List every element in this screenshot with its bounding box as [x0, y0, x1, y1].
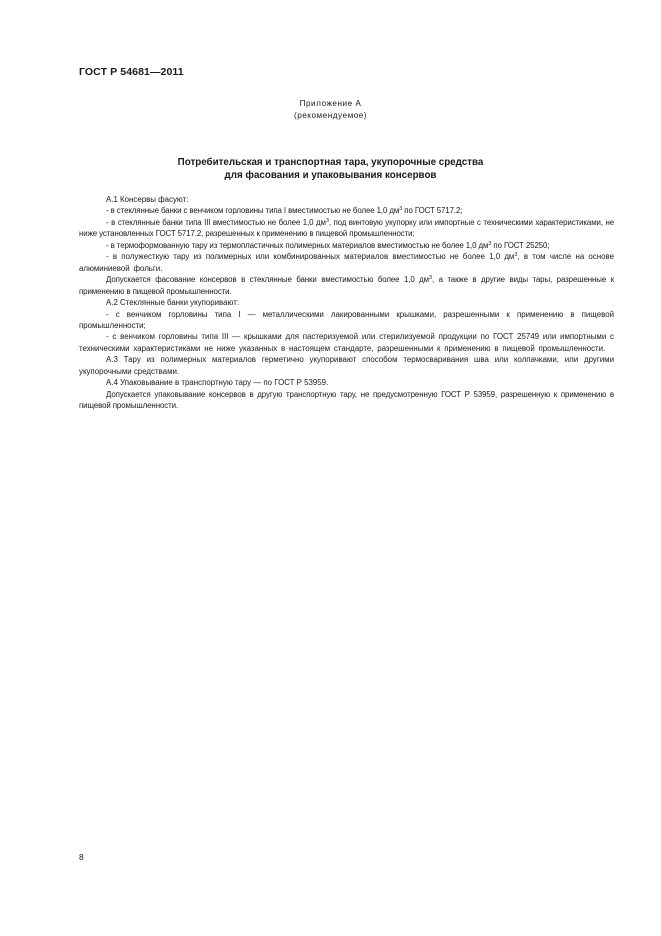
paragraph-a2-item-1: - с венчиком горловины типа I — металлическими лакированными крышками, разрешенными к применению в пищевой промышленности; — [79, 309, 614, 330]
section-title-line-2: для фасования и упаковывания консервов — [224, 170, 437, 181]
section-title — [0, 156, 661, 182]
appendix-heading — [0, 98, 661, 122]
paragraph-a2: А.2 Стеклянные банки укупоривают: — [106, 298, 240, 308]
paragraph-a1-item-4: - в полужесткую тару из полимерных или комбинированных материалов вместимостью не более 1,0 $дм^3$, в том числе на основе алюминиевой фольги. — [79, 252, 614, 273]
appendix-label: Приложение А — [299, 99, 362, 108]
paragraph-a1: А.1 Консервы фасуют: — [106, 195, 189, 204]
paragraph-a2-item-2: - с венчиком горловины типа III — крышками для пастеризуемой или стерилизуемой продукции по ГОСТ 25749 или импортными с техническими характеристиками не ниже указанных в настоящем стандарте, разрешенными к применению в пищевой промышленности. — [79, 332, 614, 353]
paragraph-a4-note: Допускается упаковывание консервов в другую транспортную тару, не предусмотренную ГОСТ Р 53959, разрешенную к применению в пищевой промышленности. — [79, 389, 614, 411]
paragraph-a1-item-2: - в стеклянные банки типа III вместимостью не более 1,0 $дм^3$, под винтовую укупорку или импортные с техническими характеристиками, не ниже установленных ГОСТ 5717.2, разрешенных к применению в пищевой промышленности; — [79, 217, 615, 239]
paragraph-a4: А.4 Упаковывание в транспортную тару — по ГОСТ Р 53959. — [106, 378, 329, 388]
section-title-line-1: Потребительская и транспортная тара, укупорочные средства — [177, 157, 484, 168]
body-text — [79, 194, 614, 412]
document-code: ГОСТ Р 54681—2011 — [79, 66, 184, 78]
paragraph-a1-note: Допускается фасование консервов в стеклянные банки вместимостью более 1,0 $дм^3$, а также в другие виды тары, разрешенные к применению в пищевой промышленности. — [79, 275, 615, 296]
appendix-status: (рекомендуемое) — [293, 111, 368, 120]
paragraph-a1-item-1: - в стеклянные банки с венчиком горловины типа I вместимостью не более 1,0 $дм^3$ по ГОСТ 5717.2; — [106, 206, 463, 216]
paragraph-a1-item-3: - в термоформованную тару из термопластичных полимерных материалов вместимостью не более 1,0 $дм^3$ по ГОСТ 25250; — [106, 240, 550, 250]
paragraph-a3: А.3 Тару из полимерных материалов герметично укупоривают способом термосваривания шва или колпачками, или другими укупорочными средствами. — [79, 355, 614, 376]
page-number: 8 — [79, 852, 84, 862]
